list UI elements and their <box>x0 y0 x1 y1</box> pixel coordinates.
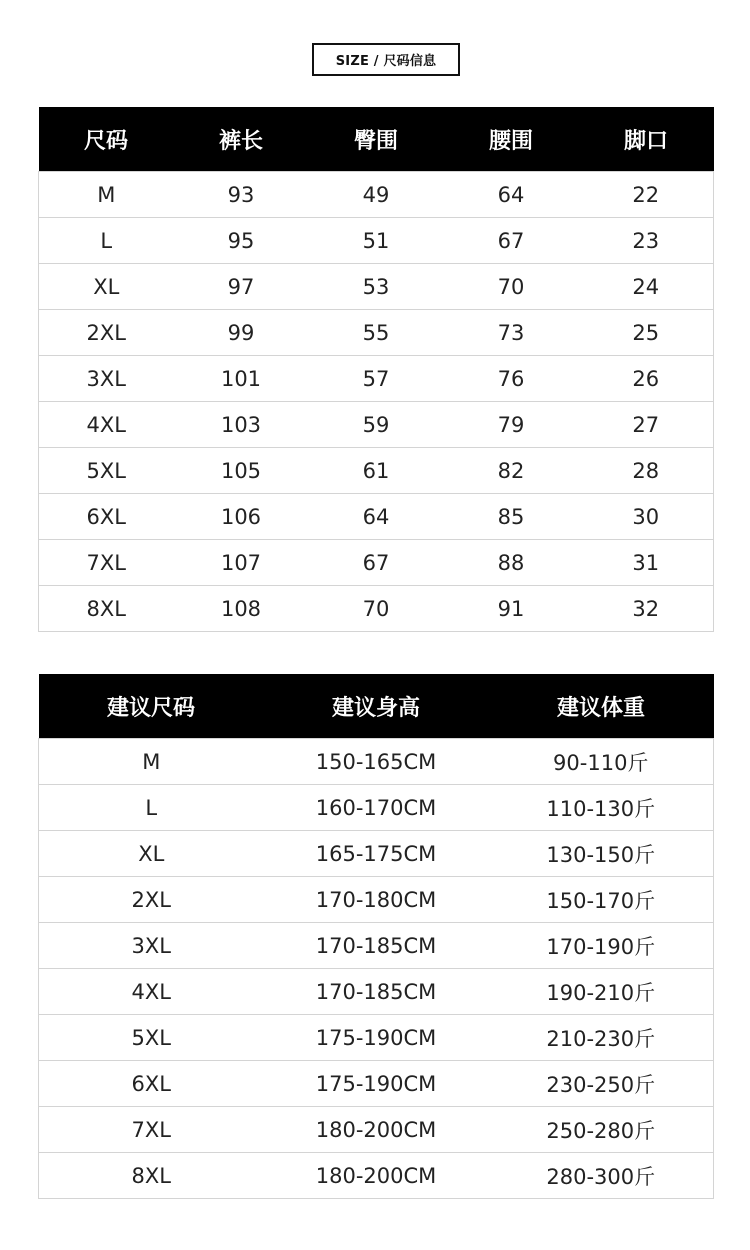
table-cell: 23 <box>579 218 714 264</box>
table-cell: 64 <box>309 494 444 540</box>
fit-chart-body <box>39 739 714 1199</box>
table-cell: L <box>39 218 174 264</box>
table-cell: 5XL <box>39 448 174 494</box>
table-cell: 97 <box>174 264 309 310</box>
table-cell: 3XL <box>39 356 174 402</box>
table-cell: 90-110斤 <box>489 739 714 785</box>
table-cell: 165-175CM <box>264 831 489 877</box>
table-cell: 76 <box>444 356 579 402</box>
fit-chart-table <box>38 674 714 1199</box>
table-cell: M <box>39 739 264 785</box>
table-cell: 170-180CM <box>264 877 489 923</box>
table-cell: 170-190斤 <box>489 923 714 969</box>
table-cell: L <box>39 785 264 831</box>
table-cell: 280-300斤 <box>489 1153 714 1199</box>
table-cell: 8XL <box>39 586 174 632</box>
table-row <box>39 1015 714 1061</box>
table-cell: 31 <box>579 540 714 586</box>
table-cell: 32 <box>579 586 714 632</box>
table-cell: 93 <box>174 172 309 218</box>
table-cell: 175-190CM <box>264 1061 489 1107</box>
table-cell: 79 <box>444 402 579 448</box>
table-cell: 190-210斤 <box>489 969 714 1015</box>
table-cell: 2XL <box>39 877 264 923</box>
table-row <box>39 969 714 1015</box>
column-header: 臀围 <box>309 107 444 172</box>
column-header: 裤长 <box>174 107 309 172</box>
page-title: SIZE / 尺码信息 <box>312 43 460 76</box>
table-cell: 7XL <box>39 540 174 586</box>
table-cell: 59 <box>309 402 444 448</box>
table-cell: 70 <box>309 586 444 632</box>
table-cell: 160-170CM <box>264 785 489 831</box>
table-cell: 25 <box>579 310 714 356</box>
table-cell: 101 <box>174 356 309 402</box>
table-cell: 22 <box>579 172 714 218</box>
table-cell: 67 <box>444 218 579 264</box>
table-cell: 4XL <box>39 969 264 1015</box>
table-cell: 49 <box>309 172 444 218</box>
table-cell: 91 <box>444 586 579 632</box>
table-row <box>39 923 714 969</box>
size-chart-body <box>39 172 714 632</box>
table-row <box>39 1061 714 1107</box>
fit-chart-header <box>39 674 714 739</box>
table-cell: 3XL <box>39 923 264 969</box>
table-cell: 99 <box>174 310 309 356</box>
table-cell: 30 <box>579 494 714 540</box>
table-cell: 82 <box>444 448 579 494</box>
table-cell: 250-280斤 <box>489 1107 714 1153</box>
table-cell: 8XL <box>39 1153 264 1199</box>
table-row <box>39 540 714 586</box>
table-cell: 95 <box>174 218 309 264</box>
table-row <box>39 448 714 494</box>
table-row <box>39 310 714 356</box>
table-cell: 180-200CM <box>264 1153 489 1199</box>
table-cell: 2XL <box>39 310 174 356</box>
table-cell: 88 <box>444 540 579 586</box>
table-cell: 210-230斤 <box>489 1015 714 1061</box>
table-row <box>39 402 714 448</box>
table-cell: 170-185CM <box>264 969 489 1015</box>
table-row <box>39 172 714 218</box>
table-cell: 4XL <box>39 402 174 448</box>
table-cell: 51 <box>309 218 444 264</box>
table-cell: 103 <box>174 402 309 448</box>
table-cell: 106 <box>174 494 309 540</box>
header-row <box>39 107 714 172</box>
table-row <box>39 831 714 877</box>
table-cell: XL <box>39 264 174 310</box>
table-cell: 110-130斤 <box>489 785 714 831</box>
table-cell: 73 <box>444 310 579 356</box>
column-header: 建议身高 <box>264 674 489 739</box>
table-cell: 27 <box>579 402 714 448</box>
table-cell: 24 <box>579 264 714 310</box>
table-row <box>39 739 714 785</box>
table-cell: XL <box>39 831 264 877</box>
table-cell: 70 <box>444 264 579 310</box>
table-cell: 230-250斤 <box>489 1061 714 1107</box>
table-cell: 26 <box>579 356 714 402</box>
table-cell: 105 <box>174 448 309 494</box>
table-cell: 7XL <box>39 1107 264 1153</box>
table-cell: M <box>39 172 174 218</box>
column-header: 尺码 <box>39 107 174 172</box>
table-cell: 85 <box>444 494 579 540</box>
size-chart-table <box>38 107 714 632</box>
table-row <box>39 785 714 831</box>
table-cell: 5XL <box>39 1015 264 1061</box>
table-row <box>39 356 714 402</box>
table-cell: 108 <box>174 586 309 632</box>
table-cell: 28 <box>579 448 714 494</box>
table-cell: 55 <box>309 310 444 356</box>
table-cell: 180-200CM <box>264 1107 489 1153</box>
table-cell: 57 <box>309 356 444 402</box>
column-header: 建议体重 <box>489 674 714 739</box>
table-cell: 6XL <box>39 494 174 540</box>
table-row <box>39 494 714 540</box>
table-row <box>39 1153 714 1199</box>
table-row <box>39 877 714 923</box>
table-cell: 150-165CM <box>264 739 489 785</box>
header-row <box>39 674 714 739</box>
table-cell: 150-170斤 <box>489 877 714 923</box>
table-cell: 61 <box>309 448 444 494</box>
table-row <box>39 218 714 264</box>
column-header: 脚口 <box>579 107 714 172</box>
table-cell: 67 <box>309 540 444 586</box>
size-chart-header <box>39 107 714 172</box>
table-cell: 130-150斤 <box>489 831 714 877</box>
table-cell: 170-185CM <box>264 923 489 969</box>
table-cell: 53 <box>309 264 444 310</box>
table-cell: 64 <box>444 172 579 218</box>
table-cell: 107 <box>174 540 309 586</box>
table-row <box>39 1107 714 1153</box>
column-header: 腰围 <box>444 107 579 172</box>
column-header: 建议尺码 <box>39 674 264 739</box>
table-row <box>39 586 714 632</box>
table-cell: 6XL <box>39 1061 264 1107</box>
table-cell: 175-190CM <box>264 1015 489 1061</box>
table-row <box>39 264 714 310</box>
